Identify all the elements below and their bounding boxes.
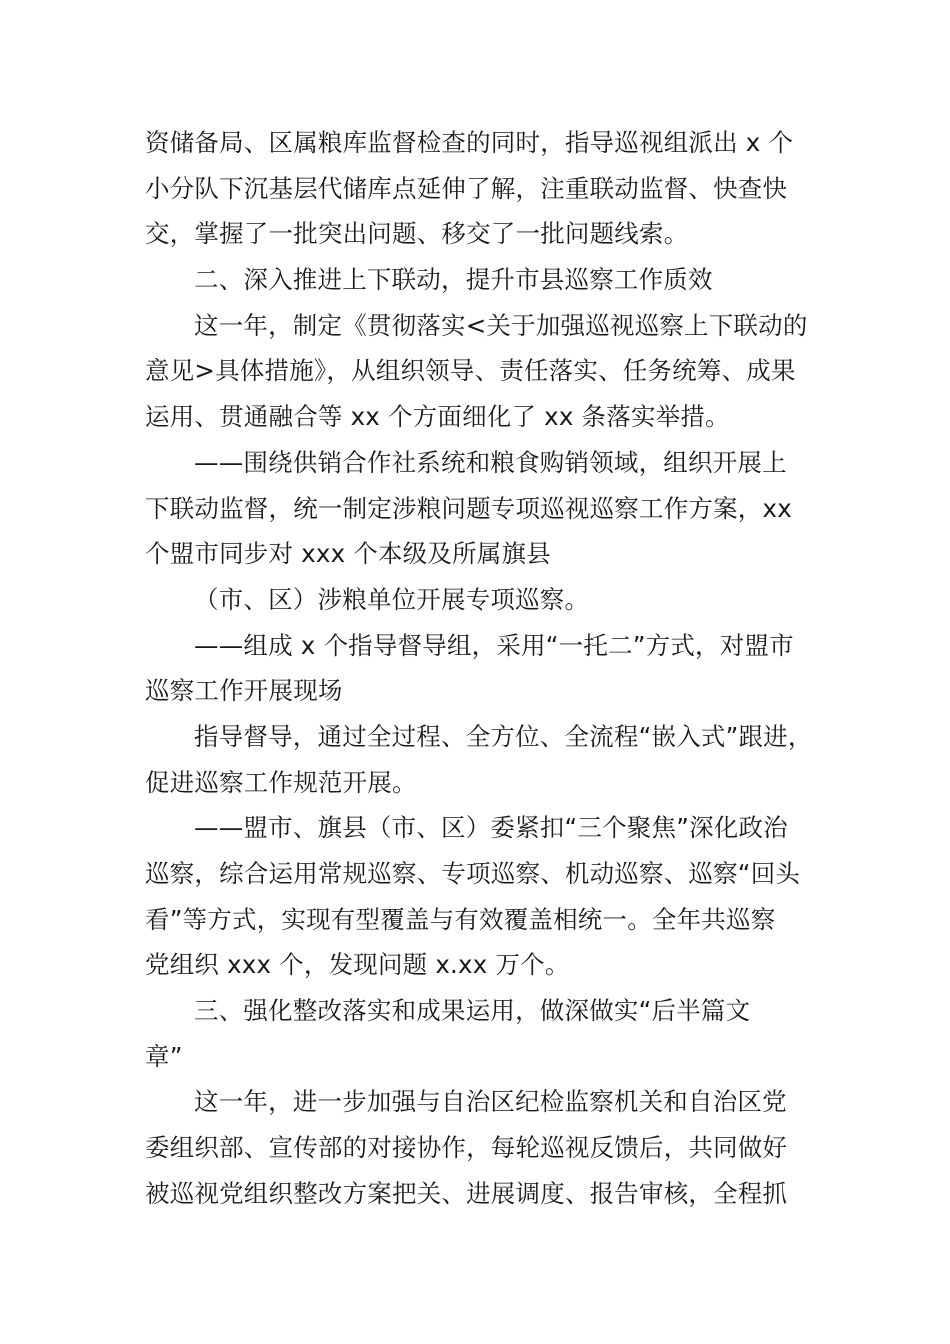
text-line: 小分队下沉基层代储库点延伸了解，注重联动监督、快查快 [145,173,788,203]
section-heading-2: 二、深入推进上下联动，提升市县巡察工作质效 [194,265,713,295]
text-line: 巡察工作开展现场 [145,676,343,706]
text-line: ——组成 x 个指导督导组，采用“一托二”方式，对盟市 [194,630,794,660]
text-line: 委组织部、宣传部的对接协作，每轮巡视反馈后，共同做好 [145,1133,788,1163]
text-line: 这一年，制定《贯彻落实<关于加强巡视巡察上下联动的 [194,310,808,340]
section-heading-3-cont: 章” [145,1041,183,1071]
text-line: ——围绕供销合作社系统和粮食购销领域，组织开展上 [194,447,787,477]
document-body [145,120,825,1217]
text-line: 看”等方式，实现有型覆盖与有效覆盖相统一。全年共巡察 [145,904,776,934]
text-line: 交，掌握了一批突出问题、移交了一批问题线索。 [145,219,689,249]
text-line: 运用、贯通融合等 xx 个方面细化了 xx 条落实举措。 [145,402,730,432]
text-line: 意见>具体措施》，从组织领导、责任落实、任务统筹、成果 [145,356,796,386]
text-line: 这一年，进一步加强与自治区纪检监察机关和自治区党 [194,1087,787,1117]
text-line: 巡察，综合运用常规巡察、专项巡察、机动巡察、巡察“回头 [145,859,801,888]
text-line: ——盟市、旗县（市、区）委紧扣“三个聚焦”深化政治 [194,813,788,843]
text-line: 指导督导，通过全过程、全方位、全流程“嵌入式”跟进， [194,721,813,751]
text-line: （市、区）涉粮单位开展专项巡察。 [194,584,590,614]
text-line: 个盟市同步对 xxx 个本级及所属旗县 [145,539,551,569]
text-line: 被巡视党组织整改方案把关、进展调度、报告审核，全程抓 [145,1178,788,1208]
text-line: 下联动监督，统一制定涉粮问题专项巡视巡察工作方案，xx [145,493,792,523]
text-line: 促进巡察工作规范开展。 [145,767,417,797]
section-heading-3: 三、强化整改落实和成果运用，做深做实“后半篇文 [194,996,751,1026]
text-line: 资储备局、区属粮库监督检查的同时，指导巡视组派出 x 个 [145,128,794,157]
text-line: 党组织 xxx 个，发现问题 x.xx 万个。 [145,950,570,980]
